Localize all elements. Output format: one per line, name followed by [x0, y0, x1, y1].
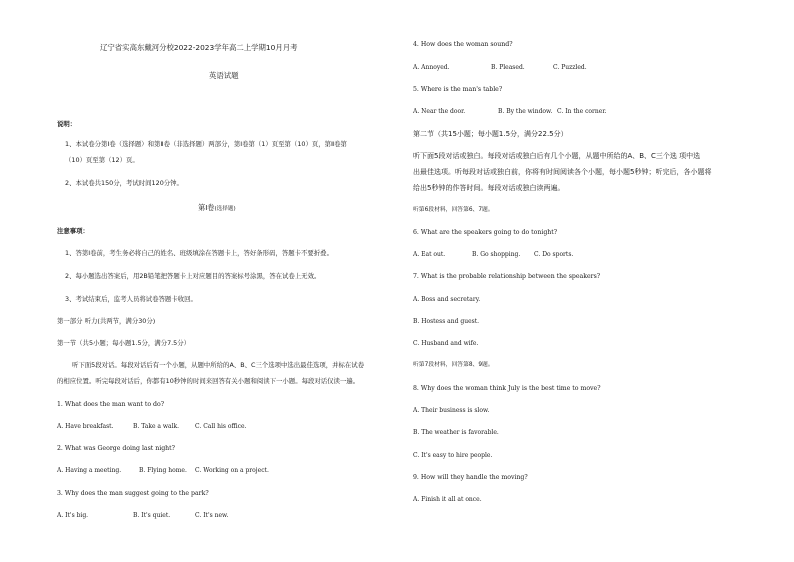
note-1-line-a: 1、本试卷分第Ⅰ卷（选择题）和第Ⅱ卷（非选择题）两部分，第Ⅰ卷第（1）页至第（10）页，第Ⅱ卷第: [65, 140, 347, 148]
part-1-heading: 第一部分 听力(共两节，满分30分): [57, 317, 156, 325]
question-6-option-a: A. Eat out.: [413, 251, 446, 258]
question-7-option-b: B. Hostess and guest.: [413, 318, 480, 325]
question-9-option-a: A. Finish it all at once.: [413, 496, 482, 503]
section-1-intro-b: 的相应位置。听完每段对话后，你都有10秒钟的时间来回答有关小题和阅读下一小题。每段对话仅读一遍。: [57, 377, 360, 385]
section-1-heading: 第一节（共5小题；每小题1.5分，满分7.5分）: [57, 339, 191, 347]
question-1: 1. What does the man want to do?: [57, 401, 165, 408]
volume-1-tag: (选择题): [214, 206, 236, 212]
question-9: 9. How will they handle the moving?: [413, 474, 528, 481]
material-7-heading: 听第7段材料，回答第8、9题。: [413, 362, 494, 368]
question-5: 5. Where is the man's table?: [413, 86, 503, 93]
question-2: 2. What was George doing last night?: [57, 445, 175, 452]
exam-title: 辽宁省实高东戴河分校2022-2023学年高二上学期10月月考: [100, 43, 298, 52]
section-2-intro-b: 出最佳选项。听每段对话或独白前，你将有时间阅读各个小题，每小题5秒钟；听完后，各小题将: [413, 168, 712, 176]
question-6-option-c: C. Do sports.: [534, 251, 574, 258]
question-4: 4. How does the woman sound?: [413, 41, 513, 48]
question-6: 6. What are the speakers going to do tonight?: [413, 229, 558, 236]
question-1-option-c: C. Call his office.: [195, 423, 247, 430]
question-4-option-b: B. Pleased.: [491, 64, 525, 71]
question-1-option-a: A. Have breakfast.: [57, 423, 114, 430]
question-2-option-a: A. Having a meeting.: [57, 467, 122, 474]
section-2-heading: 第二节（共15小题；每小题1.5分，满分22.5分）: [413, 130, 568, 138]
question-2-option-c: C. Working on a project.: [195, 467, 269, 474]
question-8-option-b: B. The weather is favorable.: [413, 429, 499, 436]
question-3-option-c: C. It's new.: [195, 512, 229, 519]
question-6-option-b: B. Go shopping.: [472, 251, 521, 258]
question-4-option-c: C. Puzzled.: [553, 64, 587, 71]
note-2: 2、本试卷共150分，考试时间120分钟。: [65, 179, 183, 187]
question-1-option-b: B. Take a walk.: [133, 423, 180, 430]
question-3: 3. Why does the man suggest going to the park?: [57, 490, 209, 497]
question-7-option-a: A. Boss and secretary.: [413, 296, 481, 303]
question-8: 8. Why does the woman think July is the best time to move?: [413, 385, 601, 392]
section-2-intro-c: 给出5秒钟的作答时间。每段对话或独白读两遍。: [413, 184, 565, 192]
material-6-heading: 听第6段材料，回答第6、7题。: [413, 207, 494, 213]
question-7: 7. What is the probable relationship between the speakers?: [413, 273, 601, 280]
question-8-option-a: A. Their business is slow.: [413, 407, 490, 414]
note-heading: 说明：: [57, 120, 77, 128]
attention-2: 2、每小题选出答案后，用2B铅笔把答题卡上对应题目的答案标号涂黑，答在试卷上无效。: [65, 272, 321, 280]
question-3-option-a: A. It's big.: [57, 512, 89, 519]
note-1-line-b: （10）页至第（12）页。: [65, 156, 139, 164]
section-2-intro-a: 听下面5段对话或独白。每段对话或独白后有几个小题，从题中所给的A、B、C三个选 项中选: [413, 152, 701, 160]
attention-3: 3、考试结束后，监考人员将试卷答题卡收回。: [65, 295, 197, 303]
attention-1: 1、答第Ⅰ卷前，考生务必将自己的姓名、班级填涂在答题卡上，答好条形码，答题卡不要折叠。: [65, 249, 333, 257]
volume-1-heading: [198, 204, 236, 213]
question-8-option-c: C. It's easy to hire people.: [413, 452, 493, 459]
volume-1-label: 第Ⅰ卷: [198, 203, 215, 212]
question-5-option-a: A. Near the door.: [413, 108, 466, 115]
question-7-option-c: C. Husband and wife.: [413, 340, 479, 347]
question-4-option-a: A. Annoyed.: [413, 64, 450, 71]
attention-heading: 注意事项：: [57, 227, 89, 235]
question-3-option-b: B. It's quiet.: [133, 512, 171, 519]
question-5-option-b: B. By the window.: [498, 108, 553, 115]
exam-subtitle: 英语试题: [209, 71, 239, 80]
question-5-option-c: C. In the corner.: [557, 108, 607, 115]
question-2-option-b: B. Flying home.: [139, 467, 187, 474]
section-1-intro-a: 听下面5段对话。每段对话后有一个小题，从题中所给的A、B、C三个选项中选出最佳选项，并标在试卷: [72, 361, 365, 369]
